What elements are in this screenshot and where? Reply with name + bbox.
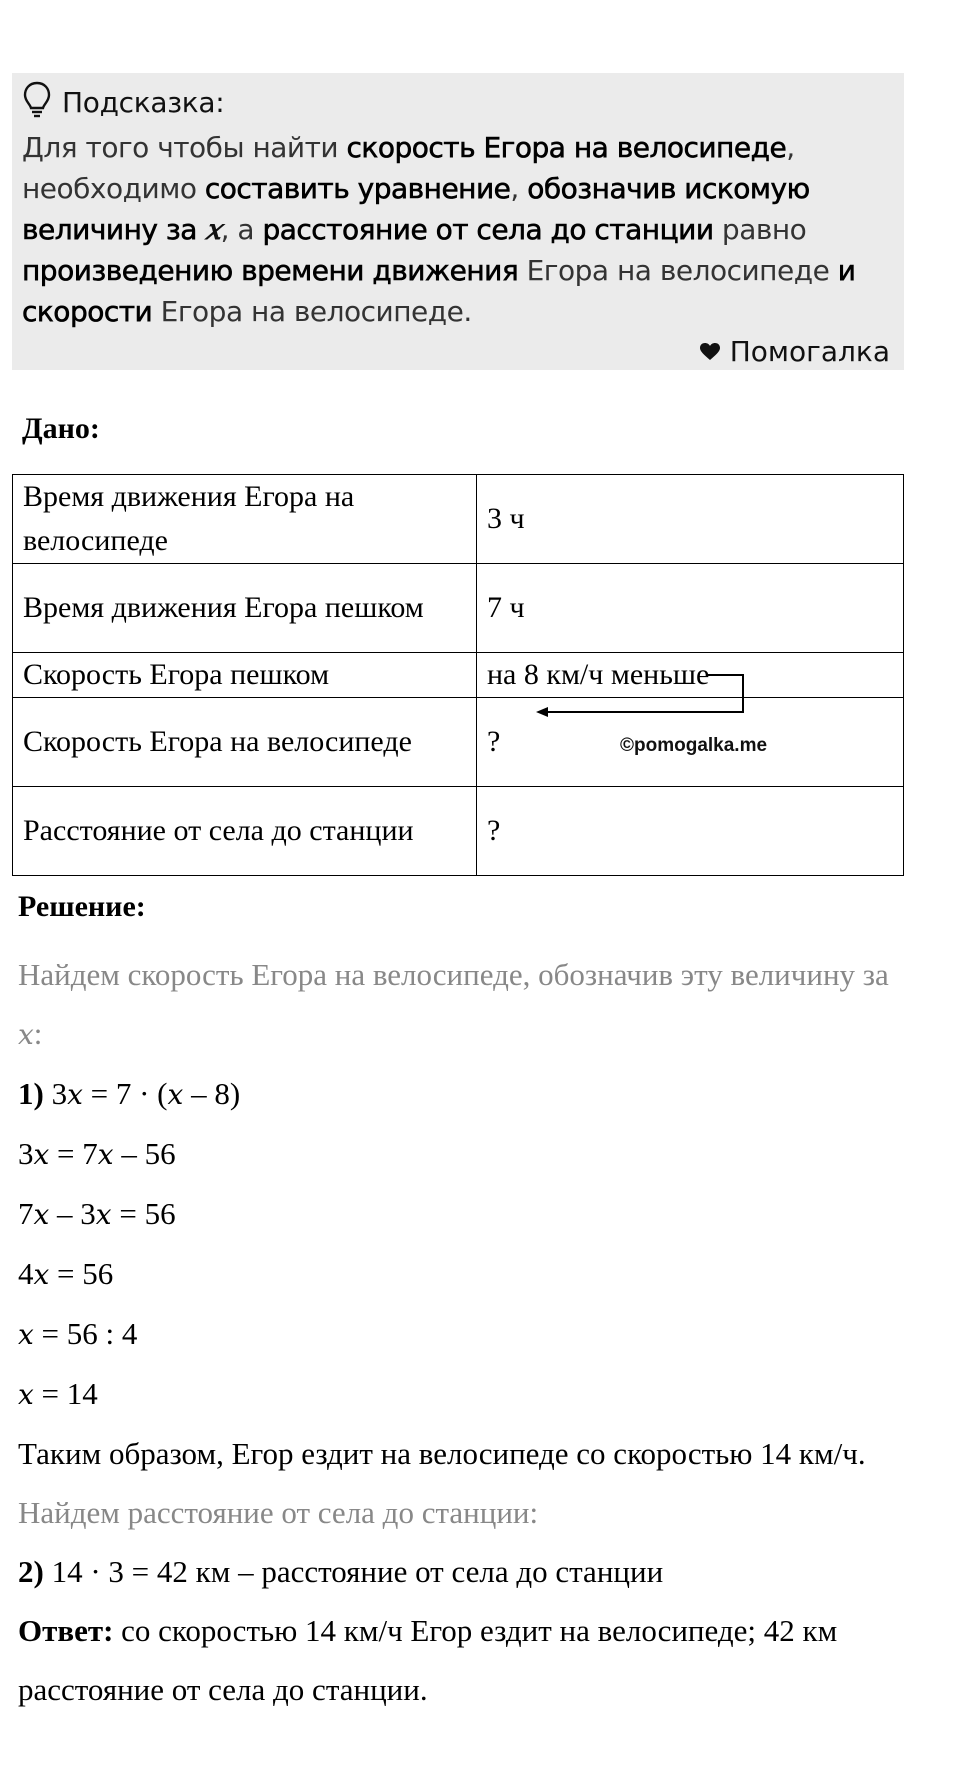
hint-segment: и скорости [22, 254, 856, 328]
math-variable: 𝑥 [18, 1018, 34, 1051]
heart-icon [700, 335, 730, 368]
table-row [13, 475, 904, 564]
solution-line [18, 1601, 898, 1719]
solution-text: Таким образом, Егор ездит на велосипеде со скоростью 14 км/ч. [18, 1436, 866, 1471]
math-variable: 𝑥 [33, 1138, 50, 1171]
solution-text: – 3 [49, 1196, 96, 1231]
solution-text: : [33, 1016, 43, 1051]
solution-line [18, 1184, 898, 1244]
solution-text: 14 · 3 = 42 км – расстояние от села до станции [43, 1554, 664, 1589]
solution-line [18, 945, 898, 1064]
hint-segment: Егора на велосипеде [518, 254, 838, 287]
solution-text: = 56 [49, 1256, 114, 1291]
table-row [13, 698, 904, 787]
hint-segment: Для того чтобы найти [22, 131, 347, 164]
solution-title: Решение: [18, 890, 146, 923]
lightbulb-icon [22, 80, 52, 124]
math-variable: 𝑥 [18, 1318, 34, 1351]
hint-segment: произведению времени движения [22, 254, 519, 287]
hint-segment: скорость Егора на велосипеде [346, 131, 787, 164]
brand [700, 335, 890, 368]
solution-text: Ответ: [18, 1613, 114, 1648]
given-label: Расстояние от села до станции [13, 787, 477, 876]
given-title: Дано: [22, 412, 100, 445]
math-variable: 𝑥 [97, 1138, 114, 1171]
table-row [13, 564, 904, 653]
solution-text: – 56 [113, 1136, 176, 1171]
given-value: 3 ч [477, 475, 904, 564]
table-row [13, 653, 904, 698]
math-variable: 𝑥 [95, 1198, 112, 1231]
math-variable: 𝑥 [33, 1198, 50, 1231]
hint-segment: , [510, 172, 528, 205]
given-label: Скорость Егора пешком [13, 653, 477, 698]
solution-text: – 8) [183, 1076, 241, 1111]
given-label: Время движения Егора на велосипеде [13, 475, 477, 564]
solution-line [18, 1304, 898, 1364]
solution-text: = 14 [33, 1376, 98, 1411]
solution-line [18, 1424, 898, 1483]
solution-text: 1) [18, 1076, 44, 1111]
brand-name: Помогалка [729, 335, 890, 368]
watermark: ©pomogalka.me [620, 735, 768, 756]
given-value: ? [477, 787, 904, 876]
hint-segment: 𝑥 [205, 213, 221, 246]
hint-segment: Егора на велосипеде. [152, 295, 472, 328]
solution-text: 7 [18, 1196, 34, 1231]
solution-lines [18, 945, 898, 1719]
solution-line [18, 1064, 898, 1124]
hint-segment: , необходимо [22, 131, 795, 205]
math-variable: 𝑥 [18, 1378, 34, 1411]
solution-line [18, 1124, 898, 1184]
hint-segment: , а [220, 213, 263, 246]
solution-text: = 56 : 4 [33, 1316, 138, 1351]
hint-text [22, 127, 872, 332]
solution-text: = 7 [49, 1136, 98, 1171]
given-value: на 8 км/ч меньше [477, 653, 904, 698]
solution-text: 3 [18, 1136, 34, 1171]
math-variable: 𝑥 [167, 1078, 184, 1111]
given-table [12, 474, 904, 876]
hint-header [22, 79, 224, 125]
solution-line [18, 1244, 898, 1304]
math-variable: 𝑥 [67, 1078, 83, 1111]
solution-text: = 7 · ( [82, 1076, 168, 1111]
hint-segment: обозначив искомую величину за [22, 172, 810, 246]
hint-segment: равно [713, 213, 807, 246]
solution-line [18, 1483, 898, 1542]
given-label: Время движения Егора пешком [13, 564, 477, 653]
solution-line [18, 1364, 898, 1424]
solution-text: со скоростью 14 км/ч Егор ездит на велосипеде; 42 км расстояние от села до станции. [18, 1613, 838, 1707]
solution-line [18, 1542, 898, 1601]
hint-segment: составить уравнение [204, 172, 511, 205]
hint-title: Подсказка: [62, 85, 225, 119]
solution-text: 4 [18, 1256, 34, 1291]
given-label: Скорость Егора на велосипеде [13, 698, 477, 787]
solution-text: Найдем скорость Егора на велосипеде, обозначив эту величину за [18, 957, 889, 992]
hint-segment: расстояние от села до станции [262, 213, 714, 246]
solution-text: 2) [18, 1554, 44, 1589]
given-value: ? [477, 698, 904, 787]
solution-text: 3 [43, 1076, 68, 1111]
hint-box [12, 73, 904, 370]
solution-text: Найдем расстояние от села до станции: [18, 1495, 539, 1530]
given-value: 7 ч [477, 564, 904, 653]
table-row [13, 787, 904, 876]
math-variable: 𝑥 [33, 1258, 50, 1291]
solution-text: = 56 [111, 1196, 176, 1231]
